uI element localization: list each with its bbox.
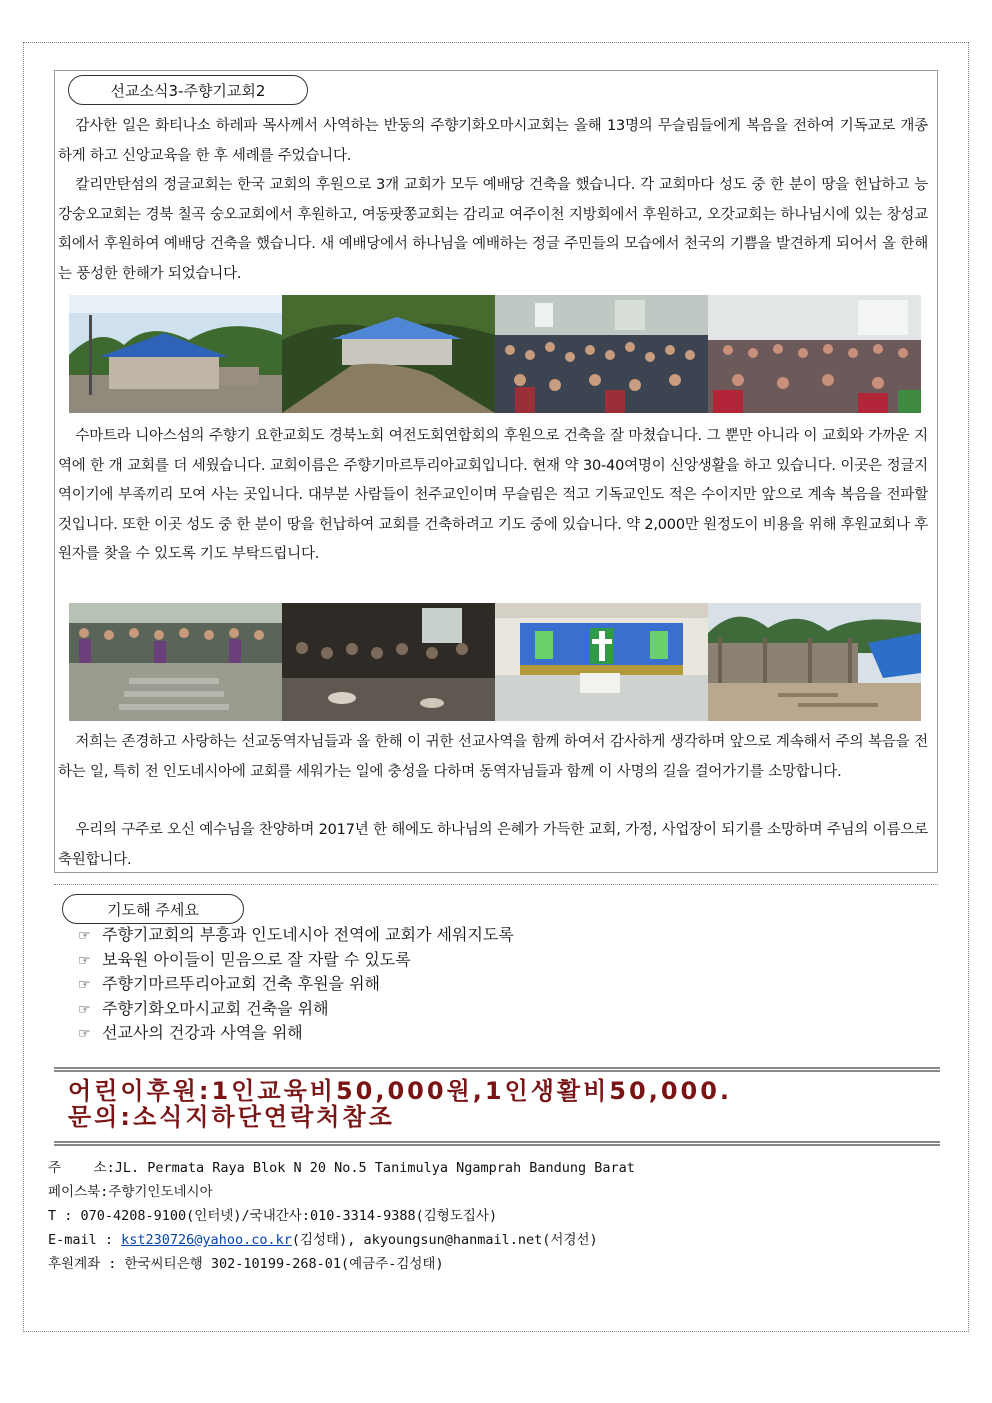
banner-bottom-rule [54, 1141, 940, 1146]
news-paragraph-5: 우리의 구주로 오신 예수님을 찬양하며 2017년 한 해에도 하나님의 은혜가 가득한 교회, 가정, 사업장이 되기를 소망하며 주님의 이름으로 축원합니다. [58, 822, 928, 868]
banner-top-rule [54, 1067, 940, 1072]
sponsorship-banner-line-2: 문의:소식지하단연락처참조 [68, 1103, 395, 1131]
news-paragraph-4: 저희는 존경하고 사랑하는 선교동역자님들과 올 한해 이 귀한 선교사역을 함께 하여서 감사하게 생각하며 앞으로 계속해서 주의 복음을 전하는 일, 특히 전 인도네시아에 교회를 세워가는 일에 충성을 다하며 동역자님들과 함께 이 사명의 길을 걸어가기를 소망합니다. [58, 734, 928, 780]
photo-church-construction [708, 603, 921, 721]
photo-congregation-worship [495, 295, 708, 413]
prayer-item-text: 주향기교회의 부흥과 인도네시아 전역에 교회가 세워지도록 [102, 925, 514, 944]
prayer-item-text: 보육원 아이들이 믿음으로 잘 자랄 수 있도록 [102, 949, 411, 969]
section-divider [54, 884, 938, 885]
photo-meeting-room [282, 603, 495, 721]
photo-children-in-church [708, 295, 921, 413]
prayer-item-text: 선교사의 건강과 사역을 위해 [102, 1023, 303, 1042]
prayer-item-text: 주향기화오마시교회 건축을 위해 [102, 998, 329, 1018]
contact-address [48, 1156, 635, 1180]
contact-phone: T : 070-4208-9100(인터넷)/국내간사:010-3314-9388(김형도집사) [48, 1208, 498, 1224]
photo-church-altar [495, 603, 708, 721]
pointing-hand-icon: ☞ [78, 928, 91, 944]
email-2: akyoungsun@hanmail.net(서경선) [355, 1232, 598, 1248]
pointing-hand-icon: ☞ [78, 952, 91, 969]
contact-info [48, 1156, 635, 1276]
pointing-hand-icon: ☞ [78, 977, 91, 993]
photo-church-dirt-road [282, 295, 495, 413]
email-label: E-mail : [48, 1232, 122, 1248]
address-value: :JL. Permata Raya Blok N 20 No.5 Tanimulya Ngamprah Bandung Barat [106, 1160, 635, 1176]
email-link-1[interactable]: kst230726@yahoo.co.kr [121, 1232, 292, 1248]
pointing-hand-icon: ☞ [78, 1026, 91, 1042]
contact-facebook: 페이스북:주향기인도네시아 [48, 1184, 213, 1200]
photo-group-on-steps [69, 603, 282, 721]
contact-email [48, 1228, 635, 1252]
news-section-title: 선교소식3-주향기교회2 [68, 75, 308, 105]
prayer-item [78, 972, 514, 997]
news-paragraph-1: 감사한 일은 화티나소 하레파 목사께서 사역하는 반둥의 주향기화오마시교회는 올해 13명의 무슬림들에게 복음을 전하여 기독교로 개종하게 하고 신앙교육을 한 후 세례를 주었습니다. [58, 118, 928, 164]
prayer-item [78, 1021, 514, 1046]
contact-account: 후원계좌 : 한국씨티은행 302-10199-268-01(예금주-김성태) [48, 1256, 444, 1272]
prayer-item-text: 주향기마르뚜리아교회 건축 후원을 위해 [102, 974, 381, 993]
prayer-section-title: 기도해 주세요 [62, 894, 244, 924]
pointing-hand-icon: ☞ [78, 1001, 91, 1018]
sponsorship-banner-line-1: 어린이후원:1인교육비50,000원,1인생활비50,000. [68, 1077, 733, 1105]
prayer-list [78, 923, 514, 1046]
photo-blue-roof-church [69, 295, 282, 413]
email-owner-1: (김성태), [291, 1232, 356, 1248]
news-paragraph-2: 칼리만탄섬의 정글교회는 한국 교회의 후원으로 3개 교회가 모두 예배당 건축을 했습니다. 각 교회마다 성도 중 한 분이 땅을 헌납하고 능강숭오교회는 경북 칠곡 숭오교회에서 후원하고, 여동팟쫑교회는 감리교 여주이천 지방회에서 후원하고, 오갓교회는 하나님시에 있는 창성교회에서 후원하여 예배당 건축을 했습니다. 새 예배당에서 하나님을 예배하는 정글 주민들의 모습에서 천국의 기쁨을 발견하게 되어서 올 한해는 풍성한 한해가 되었습니다. [58, 177, 929, 282]
news-paragraph-3: 수마트라 니아스섬의 주향기 요한교회도 경북노회 여전도회연합회의 후원으로 건축을 잘 마쳤습니다. 그 뿐만 아니라 이 교회와 가까운 지역에 한 개 교회를 더 세웠습니다. 교회이름은 주향기마르투리아교회입니다. 현재 약 30-40여명이 신앙생활을 하고 있습니다. 이곳은 정글지역이기에 부족끼리 모여 사는 곳입니다. 대부분 사람들이 천주교인이며 무슬림은 적고 기독교인도 적은 수이지만 앞으로 계속 복음을 전파할 것입니다. 또한 이곳 성도 중 한 분이 땅을 헌납하여 교회를 건축하려고 기도 중에 있습니다. 약 2,000만 원정도이 비용을 위해 후원교회나 후원자를 찾을 수 있도록 기도 부탁드립니다. [58, 428, 928, 563]
photo-row-2 [69, 603, 921, 721]
prayer-item [78, 923, 514, 948]
photo-row-1 [69, 295, 921, 413]
prayer-item [78, 948, 514, 973]
address-label: 주 소 [48, 1160, 107, 1176]
prayer-item [78, 997, 514, 1022]
